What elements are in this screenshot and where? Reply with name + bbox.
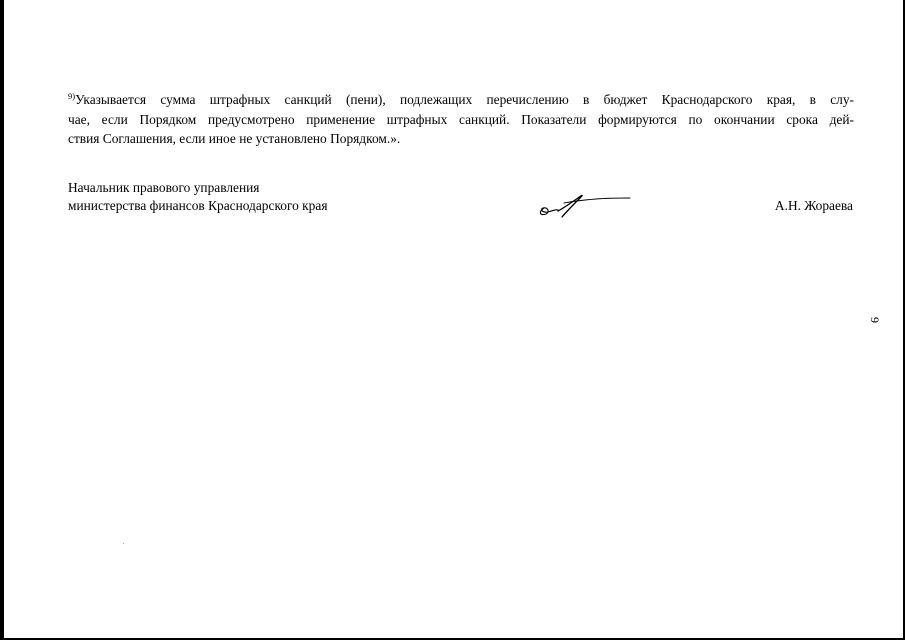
signer-title-line-1: Начальник правового управления [68,180,260,195]
signer-name: А.Н. Жораева [774,198,853,213]
scan-speck [123,543,124,544]
footnote-line [68,90,854,110]
footnote-line: чае, если Порядком предусмотрено применение штрафных санкций. Показатели формируются по окончании срока дей- [68,111,854,127]
footnote-line-1-text: Указывается сумма штрафных санкций (пени), подлежащих перечислению в бюджет Краснодарского края, в слу- [75,92,854,107]
handwritten-signature [534,190,634,220]
footnote-line: ствия Соглашения, если иное не установлено Порядком.». [68,131,401,146]
footnote-marker: 9) [68,91,76,101]
signer-title [68,179,327,215]
scan-border-left [0,0,4,640]
signer-title-line-2: министерства финансов Краснодарского края [68,198,328,213]
footnote [68,90,854,149]
page-number: 9 [868,317,882,323]
